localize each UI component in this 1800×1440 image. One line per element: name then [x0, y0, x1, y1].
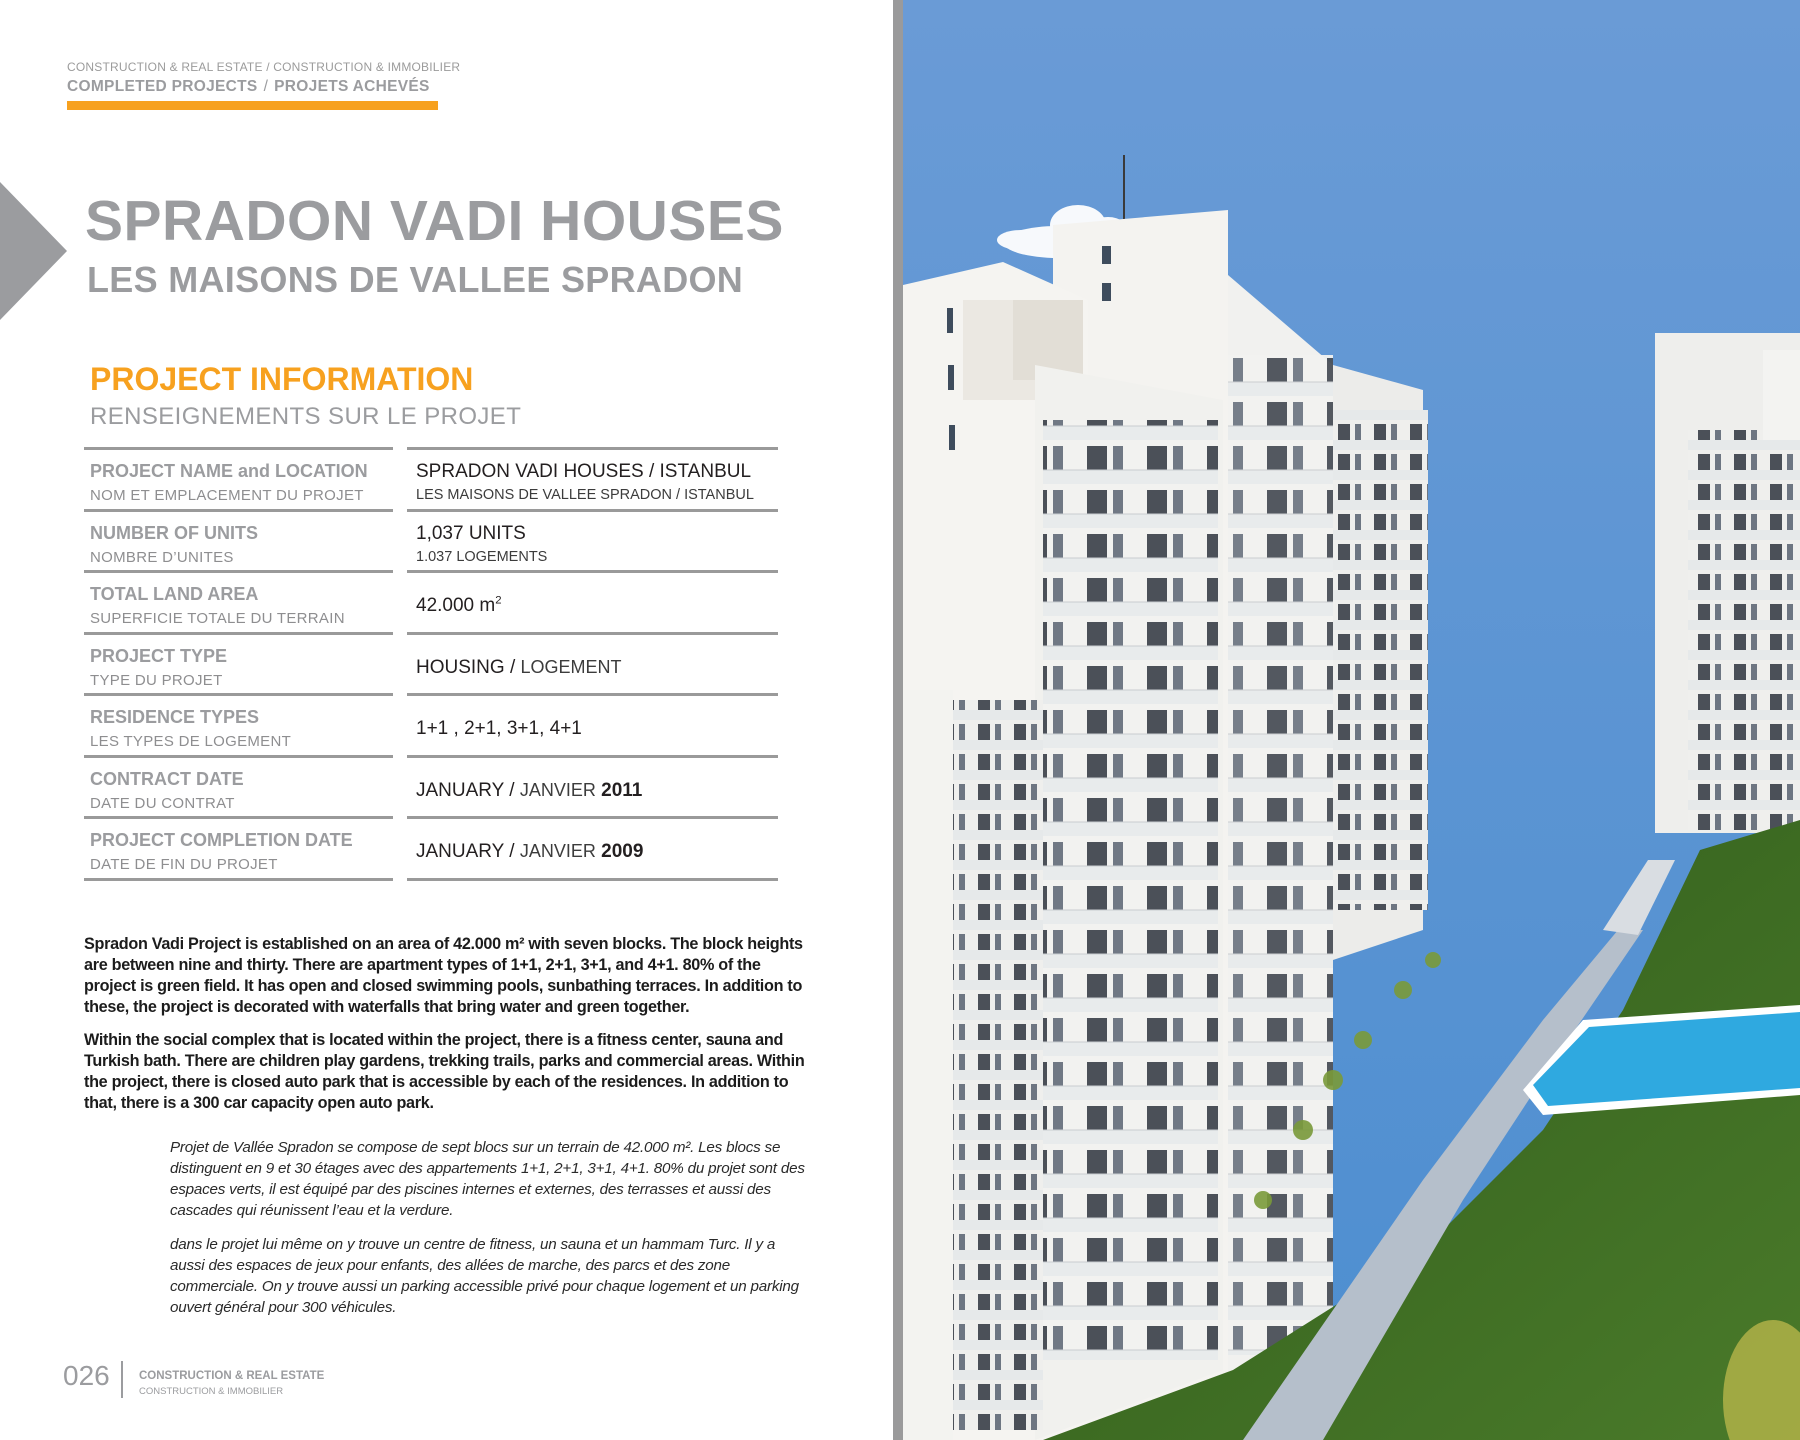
info-value-cell: [407, 447, 778, 509]
description-en-paragraph-1: Spradon Vadi Project is established on an area of 42.000 m² with seven blocks. The block heights are between nine and thirty. There are apartment types of 1+1, 2+1, 3+1, and 4+1. 80% of the project is green field. It has open and closed swimming pools, sunbathing terraces. In addition to these, the project is decorated with waterfalls that bring water and green together.: [84, 935, 803, 1016]
year: 2009: [601, 841, 644, 862]
breadcrumb-separator: /: [263, 78, 269, 95]
info-label-en: NUMBER OF UNITS: [90, 522, 258, 543]
info-label-cell: [84, 447, 393, 509]
info-row-name-location: [84, 447, 778, 509]
value-en: HOUSING /: [416, 656, 516, 678]
description-fr-paragraph-2: dans le projet lui même on y trouve un centre de fitness, un sauna et un hammam Turc. Il y a aussi des espaces de jeux pour enfants, des allées de marche, des parcs et des zone commerciale. On y trouve aussi un parking accessible privé pour chaque logement et un parking ouvert général pour 300 véhicules.: [170, 1236, 799, 1316]
breadcrumb-section: CONSTRUCTION & REAL ESTATE / CONSTRUCTION & IMMOBILIER: [67, 60, 461, 74]
info-value: [416, 657, 622, 679]
table-bottom-rule: [407, 878, 778, 881]
footer-section-title: CONSTRUCTION & REAL ESTATE: [139, 1370, 325, 1382]
page-subtitle: LES MAISONS DE VALLEE SPRADON: [87, 259, 744, 300]
page-title: SPRADON VADI HOUSES: [85, 189, 784, 253]
info-value-cell: [407, 632, 778, 694]
month-en: JANUARY /: [416, 841, 515, 862]
info-value: [416, 595, 502, 617]
info-label-cell: [84, 755, 393, 817]
year: 2011: [601, 779, 643, 801]
info-label-en: PROJECT TYPE: [90, 645, 228, 666]
month-en: JANUARY /: [416, 779, 515, 801]
info-value-en: SPRADON VADI HOUSES / ISTANBUL: [416, 461, 752, 482]
info-row-residence-types: [84, 693, 778, 755]
info-label-fr: DATE DE FIN DU PROJET: [90, 856, 278, 873]
breadcrumb-category-fr: PROJETS ACHEVÉS: [274, 78, 430, 95]
land-area-value: 42.000 m: [416, 595, 496, 616]
footer-section-subtitle: CONSTRUCTION & IMMOBILIER: [139, 1386, 284, 1397]
info-value-cell: [407, 509, 778, 571]
section-title: PROJECT INFORMATION: [90, 361, 474, 397]
info-row-land-area: [84, 570, 778, 632]
info-label-fr: LES TYPES DE LOGEMENT: [90, 733, 292, 750]
info-row-contract-date: [84, 755, 778, 817]
info-label-cell: [84, 816, 393, 878]
info-label-cell: [84, 693, 393, 755]
left-page: [0, 0, 893, 1440]
info-value-cell: [407, 570, 778, 632]
info-value: [416, 841, 643, 863]
info-label-fr: NOMBRE D’UNITES: [90, 548, 234, 566]
info-value: 1+1 , 2+1, 3+1, 4+1: [416, 718, 582, 739]
superscript: 2: [495, 594, 502, 607]
project-info-table: [84, 447, 778, 878]
accent-bar: [67, 101, 438, 110]
arrow-marker-icon: [0, 182, 67, 320]
breadcrumb-category-en: COMPLETED PROJECTS: [67, 78, 258, 95]
value-fr: LOGEMENT: [520, 656, 622, 677]
info-value-fr: LES MAISONS DE VALLEE SPRADON / ISTANBUL: [416, 487, 754, 503]
page-number: 026: [63, 1360, 110, 1391]
month-fr: JANVIER: [519, 779, 596, 800]
info-label-cell: [84, 632, 393, 694]
building-photo-illustration: [903, 0, 1800, 1440]
info-value: [416, 780, 642, 802]
description-fr-paragraph-1: Projet de Vallée Spradon se compose de sept blocs sur un terrain de 42.000 m². Les blocs se distinguent en 9 et 30 étages avec des appartements 1+1, 2+1, 3+1, 4+1. 80% du projet sont des espaces verts, il est équipé par des piscines internes et externes, des terrasses et aussi des cascades qui réunissent l’eau et la verdure.: [170, 1139, 805, 1219]
info-label-fr: SUPERFICIE TOTALE DU TERRAIN: [90, 610, 345, 627]
info-value-cell: [407, 693, 778, 755]
breadcrumb-category: [67, 78, 430, 96]
info-label-fr: TYPE DU PROJET: [90, 671, 223, 689]
section-subtitle: RENSEIGNEMENTS SUR LE PROJET: [90, 403, 522, 430]
info-label-en: TOTAL LAND AREA: [90, 584, 259, 604]
info-label-en: PROJECT COMPLETION DATE: [90, 830, 353, 850]
info-value-fr: 1.037 LOGEMENTS: [416, 548, 548, 565]
info-value-en: 1,037 UNITS: [416, 522, 526, 544]
info-label-en: PROJECT NAME and LOCATION: [90, 461, 368, 481]
info-row-completion-date: [84, 816, 778, 878]
info-label-en: CONTRACT DATE: [90, 768, 244, 789]
info-value-cell: [407, 755, 778, 817]
description-en-paragraph-2: Within the social complex that is located within the project, there is a fitness center, sauna and Turkish bath. There are children play gardens, trekking trails, parks and commercial areas. Within the project, there is closed auto park that is accessible by each of the residences. In addition to that, there is a 300 car capacity open auto park.: [84, 1031, 805, 1112]
table-bottom-rule: [84, 878, 393, 881]
info-label-fr: DATE DU CONTRAT: [90, 794, 235, 812]
info-row-units: [84, 509, 778, 571]
page-gutter: [893, 0, 903, 1440]
footer-divider: [121, 1361, 123, 1398]
info-value-cell: [407, 816, 778, 878]
info-label-fr: NOM ET EMPLACEMENT DU PROJET: [90, 487, 364, 504]
info-row-project-type: [84, 632, 778, 694]
info-label-cell: [84, 509, 393, 571]
month-fr: JANVIER: [519, 841, 596, 861]
project-photo: [903, 0, 1800, 1440]
info-label-cell: [84, 570, 393, 632]
info-label-en: RESIDENCE TYPES: [90, 707, 260, 727]
